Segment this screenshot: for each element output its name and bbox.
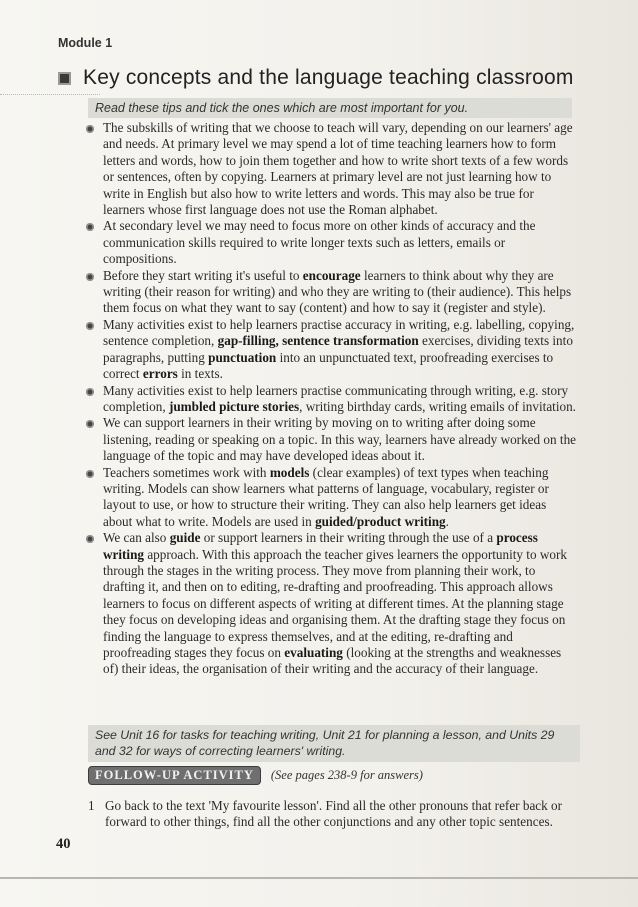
bullet-dot-icon (86, 420, 94, 428)
key-term: guide (169, 530, 201, 546)
tip-text: Before they start writing it's useful to (103, 267, 303, 283)
section-title: Key concepts and the language teaching classroom (83, 66, 574, 89)
tip-text: exercises, dividing texts into paragraphs, putting (103, 333, 573, 365)
tip-text: in texts. (177, 366, 223, 382)
cross-reference-box: See Unit 16 for tasks for teaching writing, Unit 21 for planning a lesson, and Units 29 and 32 for ways of correcting learners' writing. (88, 725, 580, 762)
followup-header (88, 766, 423, 785)
page-number: 40 (56, 836, 71, 852)
module-label: Module 1 (58, 36, 113, 50)
tip-item (84, 530, 578, 678)
tip-text: (looking at the strengths and weaknesses of) their ideas, the organisation of their writing and the accuracy of their language. (103, 645, 562, 677)
tip-text: Teachers sometimes work with (103, 464, 270, 480)
tip-text: or support learners in their writing through the use of a (200, 530, 497, 546)
bullet-dot-icon (86, 322, 94, 330)
tip-text: We can also (103, 530, 170, 546)
tip-text: into an unpunctuated text, proofreading exercises to correct (103, 349, 554, 382)
exercise-number: 1 (88, 798, 95, 813)
exercise-item (88, 798, 578, 831)
tip-text: learners to think about why they are writing (their reason for writing) and who they are writing to (their audience). This helps them focus on what they want to say (content) and how to say it (register and style). (103, 267, 572, 316)
tip-text: Many activities exist to help learners practise communicating through writing, e.g. story completion, (103, 382, 569, 414)
tip-text: Many activities exist to help learners practise accuracy in writing, e.g. labelling, copying, sentence completion, (103, 316, 575, 349)
followup-badge: FOLLOW-UP ACTIVITY (88, 766, 261, 785)
bullet-dot-icon (86, 535, 94, 543)
tip-item (84, 383, 578, 416)
tip-text: At secondary level we may need to focus more on other kinds of accuracy and the communication skills required to write longer texts such as letters, emails or compositions. (103, 218, 536, 267)
square-bullet-icon (58, 72, 71, 85)
tip-text: approach. With this approach the teacher gives learners the opportunity to work through the stages in the writing process. They move from planning their work, to drafting it, and then on to editing, re-drafting and proofreading. This approach allows learners to focus on different aspects of writing at different times. At the planning stage they focus on developing ideas and organising them. At the drafting stage they focus on finding the language to express themselves, and at the editing, re-drafting and proofreading stages they focus on (103, 546, 567, 660)
key-term: encourage (302, 267, 361, 283)
bullet-dot-icon (86, 125, 94, 133)
tip-item (84, 317, 578, 383)
key-term: process writing (103, 530, 538, 562)
tip-text: The subskills of writing that we choose to teach will vary, depending on our learners' age and needs. At primary level we may spend a lot of time teaching learners how to form letters and words, how to join them together and how to write short texts of a few words or sentences, often by copying. Learners at primary level are not just learning how to write in English but also how to write letters and words. This may also be true for learners whose first language does not use the Roman alphabet. (103, 120, 573, 218)
bullet-dot-icon (86, 273, 94, 281)
tip-item (84, 268, 578, 317)
instruction-banner: Read these tips and tick the ones which are most important for you. (88, 98, 572, 118)
tips-list (84, 120, 578, 678)
tip-text: . (445, 513, 449, 529)
tip-text: , writing birthday cards, writing emails of invitation. (299, 398, 576, 414)
section-heading (58, 66, 598, 90)
key-term: evaluating (284, 645, 343, 660)
key-term: errors (142, 366, 178, 382)
exercise-text: Go back to the text 'My favourite lesson'. Find all the other pronouns that refer back or forward to other things, find all the other conjunctions and any other topic sentences. (105, 798, 563, 830)
key-term: guided/product writing (315, 513, 446, 529)
tip-item (84, 120, 578, 218)
bullet-dot-icon (86, 388, 94, 396)
key-term: jumbled picture stories (168, 398, 300, 414)
bullet-dot-icon (86, 223, 94, 231)
tip-item (84, 415, 578, 464)
tip-text: (clear examples) of text types when teaching writing. Models can show learners what patterns of language, vocabulary, register or layout to use, or how to structure their writing. They can also help learners get ideas about what to write. Models are used in (103, 464, 549, 529)
key-term: gap-filling, sentence transformation (217, 333, 419, 349)
bullet-dot-icon (86, 470, 94, 478)
heading-rule (0, 94, 100, 95)
key-term: models (269, 464, 310, 480)
tip-text: We can support learners in their writing by moving on to writing after doing some listening, reading or speaking on a topic. In this way, learners have already worked on the language of the topic and may have developed ideas about it. (103, 415, 577, 464)
tip-item (84, 218, 578, 267)
bottom-rule (0, 877, 638, 879)
followup-note: (See pages 238-9 for answers) (270, 768, 423, 782)
key-term: punctuation (208, 349, 277, 365)
tip-item (84, 465, 578, 531)
